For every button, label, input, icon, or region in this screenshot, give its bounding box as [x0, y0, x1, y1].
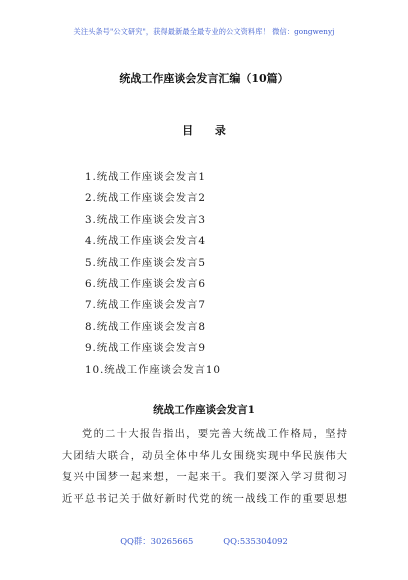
- toc-item[interactable]: 10.统战工作座谈会发言10: [85, 363, 221, 376]
- toc-item[interactable]: 1.统战工作座谈会发言1: [85, 171, 206, 183]
- toc-heading: 目 录: [182, 124, 235, 137]
- toc-item[interactable]: 7.统战工作座谈会发言7: [85, 299, 206, 312]
- body-line: 复兴中国梦一起来想，一起来干。我们要深入学习贯彻习: [62, 472, 347, 483]
- header-banner: 关注头条号"公文研究"，获得最新最全最专业的公文资料库！ 微信：gongwenyj: [73, 27, 335, 36]
- toc-item[interactable]: 5.统战工作座谈会发言5: [85, 256, 206, 269]
- section-title: 统战工作座谈会发言1: [153, 404, 255, 416]
- footer-qq-group: QQ群：30265665: [120, 536, 194, 546]
- toc-item[interactable]: 8.统战工作座谈会发言8: [85, 320, 206, 333]
- table-of-contents: [85, 167, 221, 381]
- body-paragraph: [62, 424, 347, 510]
- footer-qq-number: QQ:535304092: [223, 536, 288, 546]
- toc-item[interactable]: 3.统战工作座谈会发言3: [85, 213, 206, 226]
- footer-contact: [0, 535, 408, 547]
- body-line: 党的二十大报告指出，要完善大统战工作格局，坚持: [82, 429, 347, 440]
- toc-item[interactable]: 2.统战工作座谈会发言2: [85, 192, 206, 205]
- document-title: 统战工作座谈会发言汇编（10篇）: [119, 72, 289, 85]
- toc-item[interactable]: 6.统战工作座谈会发言6: [85, 277, 206, 290]
- toc-item[interactable]: 4.统战工作座谈会发言4: [85, 235, 206, 248]
- body-line: 近平总书记关于做好新时代党的统一战线工作的重要思想: [62, 493, 347, 505]
- body-line: 大团结大联合，动员全体中华儿女围绕实现中华民族伟大: [62, 450, 347, 462]
- toc-item[interactable]: 9.统战工作座谈会发言9: [85, 342, 206, 355]
